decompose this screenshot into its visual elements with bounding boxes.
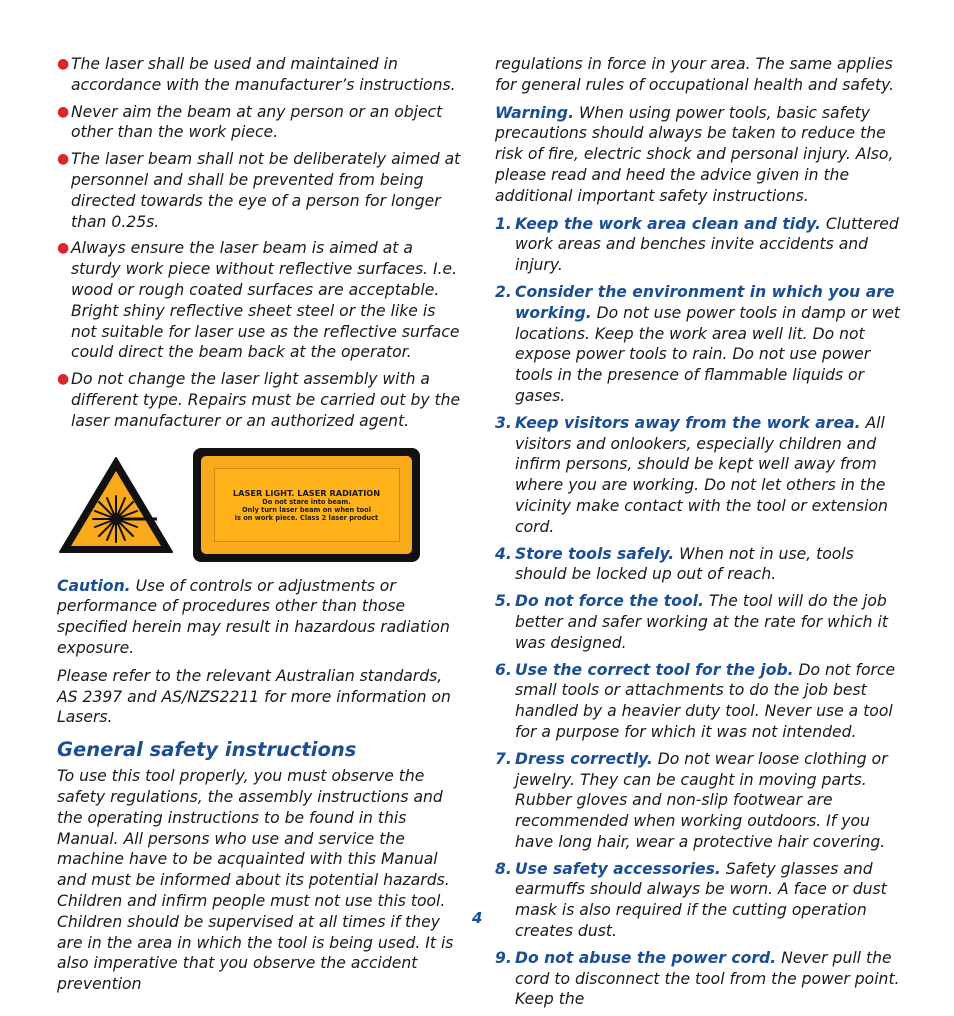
list-item: 5. Do not force the tool. The tool will do the job better and safer working at the rate for which it was designed. bbox=[495, 592, 888, 652]
list-item: 6. Use the correct tool for the job. Do not force small tools or attachments to do the job best handled by a heavier duty tool. Never use a tool for a purpose for which it was not intended. bbox=[495, 660, 896, 741]
right-column bbox=[495, 54, 905, 1016]
bullet-item: ● Always ensure the laser beam is aimed at a sturdy work piece without reflective surfaces. I.e. wood or rough coated surfaces are acceptable. Bright shiny reflective sheet steel or the like is not suitable for laser use as the reflective surface could direct the beam back at the operator. bbox=[57, 239, 460, 362]
list-item: 1. Keep the work area clean and tidy. Cluttered work areas and benches invite accidents and injury. bbox=[495, 214, 899, 275]
list-item: 2. Consider the environment in which you are working. Do not use power tools in damp or wet locations. Keep the work area well lit. Do not expose power tools to rain. Do not use power tools in the presence of flammable liquids or gases. bbox=[495, 282, 901, 405]
list-item: 9. Do not abuse the power cord. Never pull the cord to disconnect the tool from the power point. Keep the bbox=[495, 948, 900, 1009]
bullet-item: ● Never aim the beam at any person or an object other than the work piece. bbox=[57, 102, 443, 142]
laser-label-line: Only turn laser beam on when tool bbox=[242, 505, 371, 514]
page-number: 4 bbox=[472, 909, 483, 927]
bullet-dot-icon: ● bbox=[57, 103, 70, 120]
list-item: 7. Dress correctly. Do not wear loose clothing or jewelry. They can be caught in moving parts. Rubber gloves and non-slip footwear are recommended when working outdoors. If you have long hair, wear a protective hair covering. bbox=[495, 749, 888, 851]
list-item: 8. Use safety accessories. Safety glasses and earmuffs should always be worn. A face or dust mask is also required if the cutting operation creates dust. bbox=[495, 859, 887, 941]
bullet-dot-icon: ● bbox=[57, 151, 70, 168]
laser-warning-graphics bbox=[57, 446, 465, 564]
laser-bullet-list bbox=[57, 54, 465, 432]
list-item: 4. Store tools safely. When not in use, tools should be locked up out of reach. bbox=[495, 544, 854, 584]
laser-label-line: is on work piece. Class 2 laser product bbox=[234, 513, 379, 522]
bullet-dot-icon: ● bbox=[57, 371, 70, 388]
laser-label-text bbox=[214, 468, 400, 542]
section-heading: General safety instructions bbox=[57, 738, 357, 762]
caution-paragraph: Caution. Use of controls or adjustments or performance of procedures other than those specified herein may result in hazardous radiation exposure. bbox=[57, 576, 450, 657]
left-column bbox=[57, 54, 465, 1002]
list-item: 3. Keep visitors away from the work area. All visitors and onlookers, especially children and infirm persons, should be kept well away from where you are working. Do not let others in the vicinity make contact with the tool or extension cord. bbox=[495, 413, 888, 536]
bullet-item: ● Do not change the laser light assembly with a different type. Repairs must be carried out by the laser manufacturer or an authorized agent. bbox=[57, 370, 461, 430]
laser-label bbox=[193, 448, 420, 562]
general-paragraph: To use this tool properly, you must observe the safety regulations, the assembly instructions and the operating instructions to be found in this Manual. All persons who use and service the machine have to be acquainted with this Manual and must be informed about its potential hazards. Children and infirm people must not use this tool. Children should be supervised at all times if they are in the area in which the tool is being used. It is also imperative that you observe the accident prevention bbox=[57, 767, 454, 994]
safety-list bbox=[495, 214, 905, 1011]
warning-label: Warning. bbox=[495, 103, 574, 122]
warning-paragraph: Warning. When using power tools, basic safety precautions should always be taken to reduce the risk of fire, electric shock and personal injury. Also, please read and heed the advice given in the additional important safety instructions. bbox=[495, 103, 894, 205]
bullet-dot-icon: ● bbox=[57, 240, 70, 257]
continued-paragraph: regulations in force in your area. The same applies for general rules of occupational health and safety. bbox=[495, 55, 895, 94]
laser-label-title: LASER LIGHT. LASER RADIATION bbox=[232, 487, 381, 498]
bullet-dot-icon: ● bbox=[57, 56, 70, 72]
bullet-item: ● The laser shall be used and maintained in accordance with the manufacturer’s instructions. bbox=[57, 55, 456, 94]
laser-hazard-icon bbox=[57, 455, 175, 555]
laser-label-line: Do not stare into beam. bbox=[262, 497, 351, 506]
bullet-item: ● The laser beam shall not be deliberately aimed at personnel and shall be prevented from being directed towards the eye of a person for longer than 0.25s. bbox=[57, 150, 461, 231]
refer-paragraph: Please refer to the relevant Australian standards, AS 2397 and AS/NZS2211 for more information on Lasers. bbox=[57, 666, 451, 727]
caution-label: Caution. bbox=[57, 576, 131, 595]
